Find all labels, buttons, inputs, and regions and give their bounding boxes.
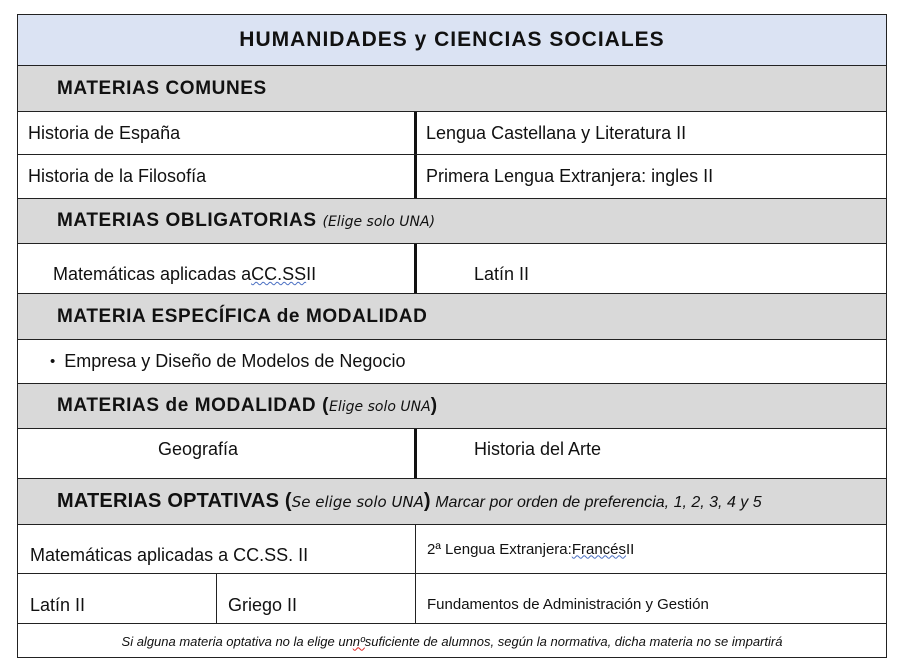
subject-cell: Primera Lengua Extranjera: ingles II — [426, 166, 714, 186]
column-divider — [414, 244, 417, 293]
subject-cell: Matemáticas aplicadas a CC.SS. II — [30, 545, 309, 565]
section-title-text: MATERIAS OPTATIVAS ( — [57, 490, 292, 512]
subject-cell: Latín II — [30, 595, 86, 615]
section-comunes-header — [18, 65, 886, 111]
section-title-close: ) — [430, 395, 438, 416]
footnote-suffix: suficiente de alumnos, según la normativa, dicha materia no se impartirá — [364, 633, 783, 649]
footnote — [18, 624, 886, 658]
table-row — [18, 111, 886, 154]
footnote-text: Si alguna materia optativa no la elige un — [121, 633, 353, 649]
column-divider — [415, 525, 416, 573]
section-title-close: ) — [423, 490, 431, 512]
subject-term: Francés — [571, 540, 627, 558]
subject-suffix: II — [626, 540, 635, 558]
section-especifica-header — [18, 293, 886, 339]
section-instruction: Marcar por orden de preferencia, 1, 2, 3, 4 y 5 — [430, 494, 762, 511]
column-divider — [414, 429, 417, 478]
footnote-term: nº — [352, 633, 365, 649]
section-title: MATERIA ESPECÍFICA de MODALIDAD — [57, 305, 428, 327]
table-row — [18, 428, 886, 478]
title-row — [18, 15, 886, 65]
subject-cell: Geografía — [158, 439, 239, 459]
section-note: Elige solo UNA — [329, 399, 431, 415]
footnote-row — [18, 623, 886, 658]
section-title-text: MATERIAS OBLIGATORIAS — [57, 210, 317, 231]
table-row — [18, 524, 886, 573]
column-divider — [415, 574, 416, 623]
column-divider — [414, 112, 417, 154]
subject-cell — [427, 525, 634, 573]
table-row — [18, 339, 886, 383]
section-title: MATERIAS COMUNES — [57, 77, 267, 99]
column-divider — [414, 155, 417, 198]
subject-cell: Historia de España — [28, 122, 181, 143]
section-optativas-header — [18, 478, 886, 524]
page-title: HUMANIDADES y CIENCIAS SOCIALES — [239, 28, 665, 51]
form-table — [17, 14, 887, 658]
bullet: • — [50, 353, 56, 370]
list-item — [50, 340, 405, 383]
section-note: Se elige solo UNA — [291, 493, 424, 511]
subject-text: 2ª Lengua Extranjera: — [427, 540, 572, 558]
section-title — [57, 395, 438, 417]
subject-suffix: II — [306, 264, 317, 284]
subject-text: Empresa y Diseño de Modelos de Negocio — [64, 351, 406, 371]
table-row — [18, 573, 886, 623]
subject-cell — [53, 244, 316, 293]
section-title — [57, 490, 762, 513]
subject-cell: Historia del Arte — [474, 439, 602, 459]
subject-cell: Fundamentos de Administración y Gestión — [427, 596, 709, 613]
section-note: (Elige solo UNA) — [322, 214, 436, 230]
section-obligatorias-header — [18, 198, 886, 243]
column-divider — [216, 574, 217, 623]
subject-cell: Latín II — [474, 264, 530, 284]
section-title — [57, 210, 435, 232]
subject-cell: Historia de la Filosofía — [28, 166, 207, 186]
subject-cell: Griego II — [228, 595, 298, 615]
section-modalidad-header — [18, 383, 886, 428]
subject-cell: Lengua Castellana y Literatura II — [426, 122, 687, 143]
subject-term: CC.SS — [251, 264, 307, 284]
subject-text: Matemáticas aplicadas a — [53, 264, 252, 284]
table-row — [18, 243, 886, 293]
section-title-text: MATERIAS de MODALIDAD ( — [57, 395, 330, 416]
table-row — [18, 154, 886, 198]
